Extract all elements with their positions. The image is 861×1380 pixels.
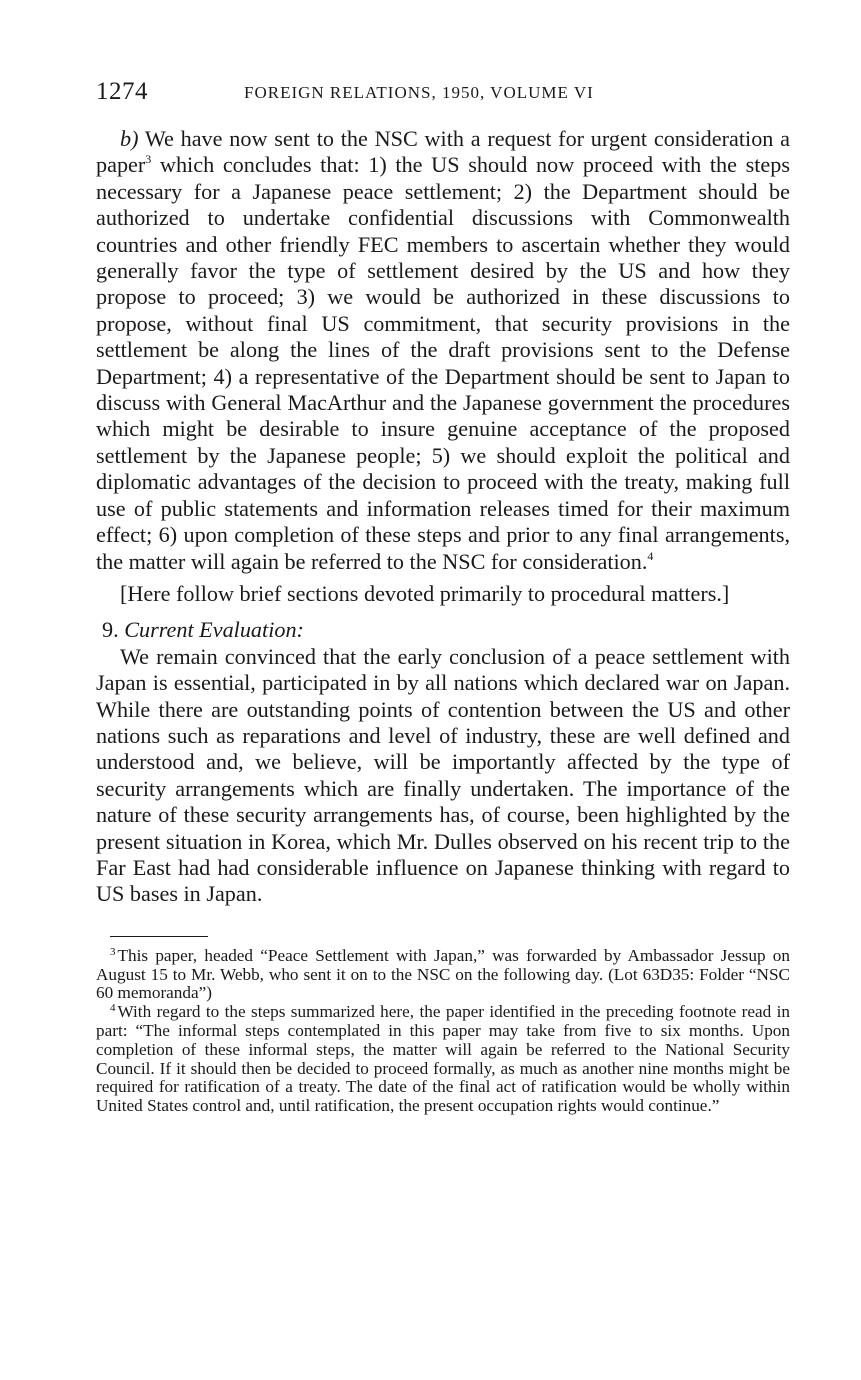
paragraph-label: b) bbox=[120, 126, 139, 151]
footnote-mark: 3 bbox=[110, 945, 116, 958]
paragraph-b bbox=[96, 126, 790, 575]
footnotes bbox=[96, 947, 790, 1116]
editorial-note: [Here follow brief sections devoted primarily to procedural matters.] bbox=[120, 580, 730, 606]
evaluation-paragraph: We remain convinced that the early conclusion of a peace settlement with Japan is essential, participated in by all nations which declared war on Japan. While there are outstanding points of contention between the US and other nations such as reparations and level of industry, these are well defined and understood and, we believe, will be importantly affected by the type of security arrangements which are finally undertaken. The importance of the nature of these security arrangements has, of course, been highlighted by the present situation in Korea, which Mr. Dulles observed on his recent trip to the Far East had had considerable influence on Japanese thinking with regard to US bases in Japan. bbox=[96, 643, 790, 907]
running-head-title: FOREIGN RELATIONS, 1950, VOLUME VI bbox=[244, 83, 594, 102]
section-title: Current Evaluation: bbox=[124, 617, 304, 643]
footnote-text: With regard to the steps summarized here, the paper identified in the preceding footnote read in part: “The informal steps contemplated in this paper may take from five to six months. Upon completion of these informal steps, the matter will again be referred to the National Security Council. If it should then be decided to proceed formally, as much as another nine months might be required for ratification of a treaty. The date of the final act of ratification would be wholly within United States control and, until ratification, the present occupation rights would continue.” bbox=[96, 1002, 790, 1116]
document-page bbox=[96, 78, 790, 1116]
section-number: 9. bbox=[102, 617, 119, 643]
footnote-4 bbox=[96, 1003, 790, 1116]
page-number: 1274 bbox=[96, 78, 148, 105]
footnote-text: This paper, headed “Peace Settlement with Japan,” was forwarded by Ambassador Jessup on August 15 to Mr. Webb, who sent it on to the NSC on the following day. (Lot 63D35: Folder “NSC 60 memoranda”) bbox=[96, 945, 790, 1003]
footnote-divider bbox=[110, 936, 208, 937]
paragraph-b-text-2: which concludes that: 1) the US should now proceed with the steps necessary for a Japanese peace settlement; 2) the Department should be authorized to undertake confidential discussions with Commonwealth countries and other friendly FEC members to ascertain whether they would generally favor the type of settlement desired by the US and how they propose to proceed; 3) we would be authorized in these discussions to propose, without final US commitment, that security provisions in the settlement be along the lines of the draft provisions sent to the Defense Department; 4) a representative of the Department should be sent to Japan to discuss with General MacArthur and the Japanese government the procedures which might be desirable to insure genuine acceptance of the proposed settlement by the Japanese people; 5) we should exploit the political and diplomatic advantages of the decision to proceed with the treaty, making full use of public statements and information releases timed for their maximum effect; 6) upon completion of these steps and prior to any final arrangements, the matter will again be referred to the NSC for consideration. bbox=[96, 152, 790, 574]
footnote-3 bbox=[96, 947, 790, 1003]
footnote-ref-3[interactable]: 3 bbox=[145, 152, 152, 167]
running-head bbox=[96, 78, 790, 112]
paragraph-b-text-1: We have now sent to the NSC with a request for urgent consideration a paper bbox=[96, 126, 790, 178]
footnote-mark: 4 bbox=[110, 1002, 116, 1015]
section-heading bbox=[96, 617, 790, 643]
body-text bbox=[96, 126, 790, 908]
footnote-ref-4[interactable]: 4 bbox=[647, 548, 654, 563]
